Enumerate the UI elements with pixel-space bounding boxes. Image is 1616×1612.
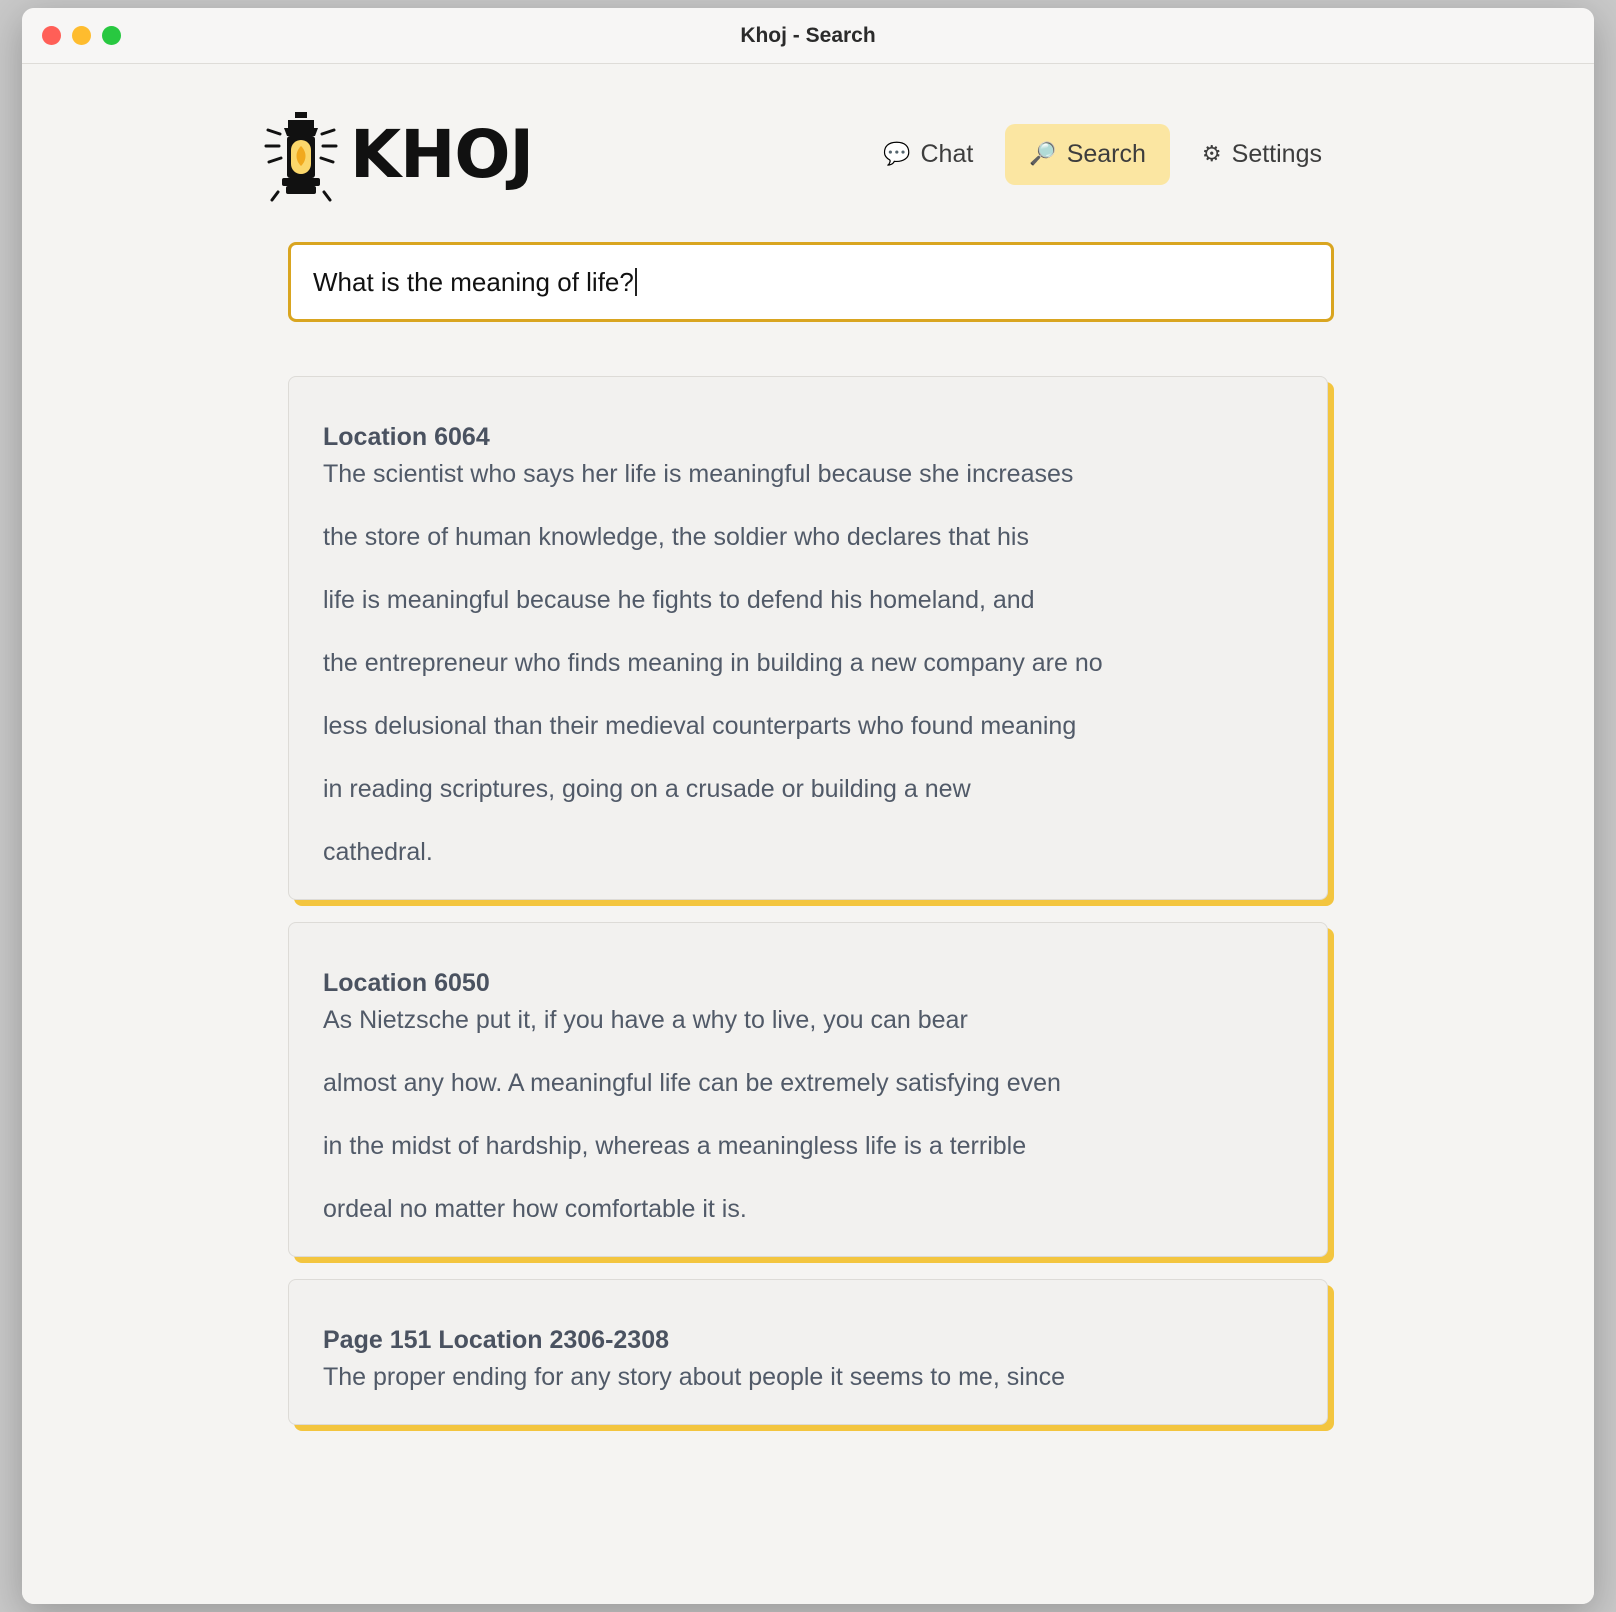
nav-item-search[interactable] xyxy=(1005,124,1170,185)
text-cursor xyxy=(635,268,637,296)
result-line: ordeal no matter how comfortable it is. xyxy=(323,1195,747,1223)
result-line: the entrepreneur who finds meaning in building a new company are no xyxy=(323,649,1103,677)
speech-bubble-icon: 💬 xyxy=(883,141,911,166)
result-card[interactable] xyxy=(288,376,1328,900)
result-line: As Nietzsche put it, if you have a why to live, you can bear xyxy=(323,1006,968,1034)
result-line: almost any how. A meaningful life can be extremely satisfying even xyxy=(323,1069,1061,1097)
result-line: less delusional than their medieval counterparts who found meaning xyxy=(323,712,1077,740)
main-nav xyxy=(859,124,1536,185)
result-line: the store of human knowledge, the soldier who declares that his xyxy=(323,523,1029,551)
result-line: in the midst of hardship, whereas a meaningless life is a terrible xyxy=(323,1132,1027,1160)
result-line: The proper ending for any story about people it seems to me, since xyxy=(323,1363,1066,1391)
result-line: cathedral. xyxy=(323,838,433,866)
nav-item-chat[interactable] xyxy=(859,124,997,185)
result-card[interactable] xyxy=(288,922,1328,1257)
nav-item-settings[interactable] xyxy=(1178,124,1346,185)
result-line: in reading scriptures, going on a crusade or building a new xyxy=(323,775,971,803)
traffic-light-buttons xyxy=(22,26,121,45)
window-title: Khoj - Search xyxy=(740,23,876,47)
search-input[interactable] xyxy=(288,242,1334,322)
gear-icon: ⚙ xyxy=(1201,141,1222,166)
search-row xyxy=(22,214,1594,322)
brand-name: KHOJ xyxy=(350,115,534,193)
minimize-window-button[interactable] xyxy=(72,26,91,45)
magnifier-icon: 🔎 xyxy=(1029,141,1057,166)
result-line: The scientist who says her life is meaningful because she increases xyxy=(323,460,1074,488)
nav-item-chat-label: Chat xyxy=(920,139,974,168)
maximize-window-button[interactable] xyxy=(102,26,121,45)
result-title: Location 6050 xyxy=(323,969,490,997)
search-input-value: What is the meaning of life? xyxy=(313,266,634,297)
app-header xyxy=(22,64,1594,214)
nav-item-search-label: Search xyxy=(1066,139,1146,168)
result-title: Location 6064 xyxy=(323,423,490,451)
search-results-list[interactable] xyxy=(22,376,1594,1586)
app-content xyxy=(22,64,1594,1604)
title-bar xyxy=(22,8,1594,64)
result-card[interactable] xyxy=(288,1279,1328,1425)
app-window xyxy=(22,8,1594,1604)
result-title: Page 151 Location 2306-2308 xyxy=(323,1326,670,1354)
lantern-icon xyxy=(260,106,342,202)
result-line: life is meaningful because he fights to defend his homeland, and xyxy=(323,586,1035,614)
close-window-button[interactable] xyxy=(42,26,61,45)
nav-item-settings-label: Settings xyxy=(1231,139,1322,168)
brand-logo[interactable] xyxy=(260,106,533,202)
